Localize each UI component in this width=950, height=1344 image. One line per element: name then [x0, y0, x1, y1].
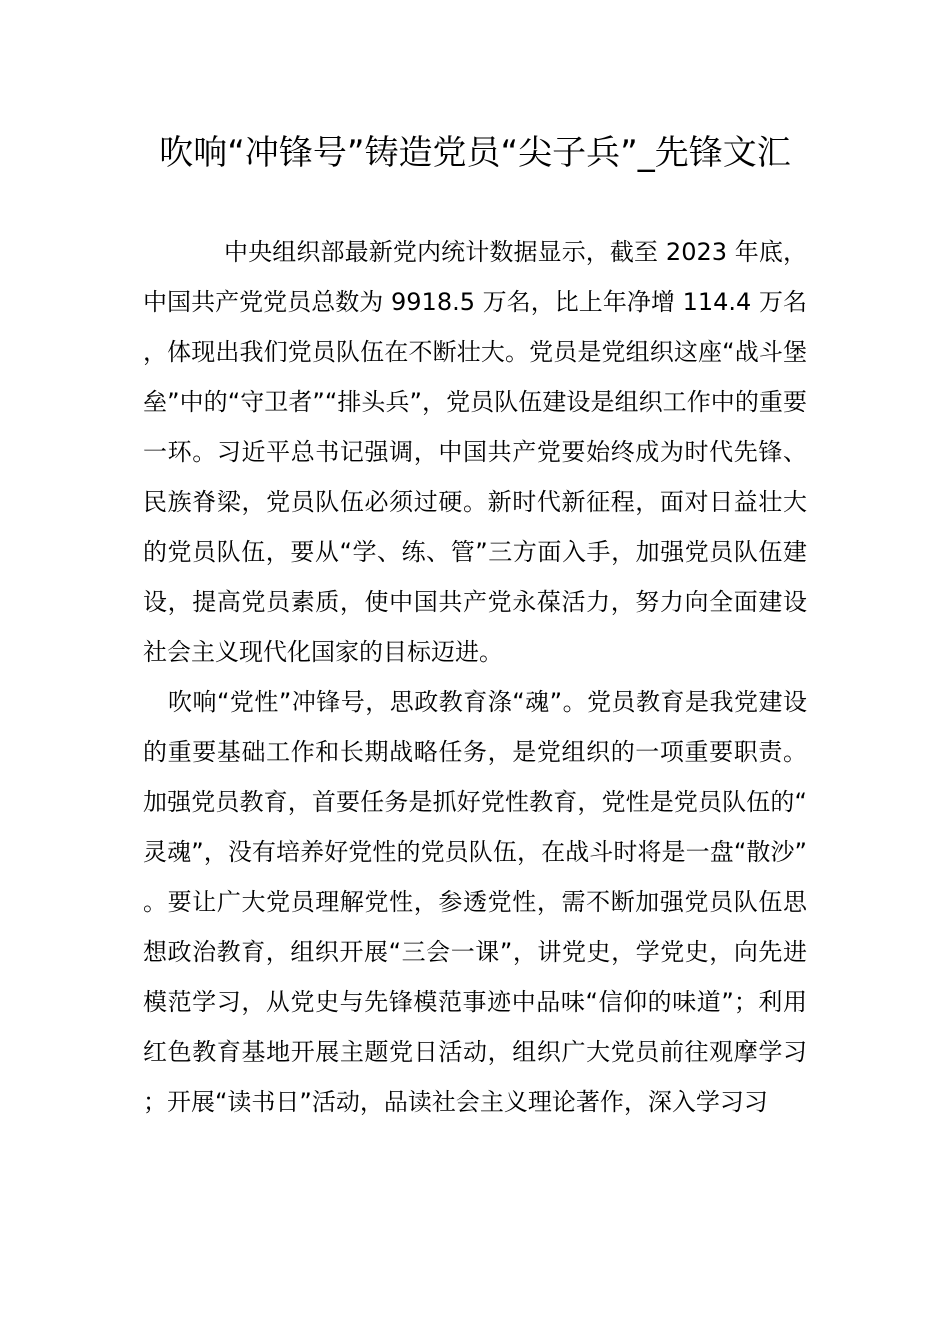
- document-body: [143, 227, 807, 1127]
- paragraph-2: 吹响“党性”冲锋号，思政教育涤“魂”。党员教育是我党建设的重要基础工作和长期战略任务，是党组织的一项重要职责。加强党员教育，首要任务是抓好党性教育，党性是党员队伍的“灵魂”，没有培养好党性的党员队伍，在战斗时将是一盘“散沙”。要让广大党员理解党性，参透党性，需不断加强党员队伍思想政治教育，组织开展“三会一课”，讲党史，学党史，向先进模范学习，从党史与先锋模范事迹中品味“信仰的味道”；利用红色教育基地开展主题党日活动，组织广大党员前往观摩学习；开展“读书日”活动，品读社会主义理论著作，深入学习习: [143, 688, 807, 1116]
- paragraph-1: 中央组织部最新党内统计数据显示，截至 2023 年底，中国共产党党员总数为 9918.5 万名，比上年净增 114.4 万名，体现出我们党员队伍在不断壮大。党员是党组织这座“战斗堡垒”中的“守卫者”“排头兵”，党员队伍建设是组织工作中的重要一环。习近平总书记强调，中国共产党要始终成为时代先锋、民族脊梁，党员队伍必须过硬。新时代新征程，面对日益壮大的党员队伍，要从“学、练、管”三方面入手，加强党员队伍建设，提高党员素质，使中国共产党永葆活力，努力向全面建设社会主义现代化国家的目标迈进。: [143, 238, 807, 666]
- document-title: 吹响“冲锋号”铸造党员“尖子兵”_先锋文汇: [159, 133, 791, 173]
